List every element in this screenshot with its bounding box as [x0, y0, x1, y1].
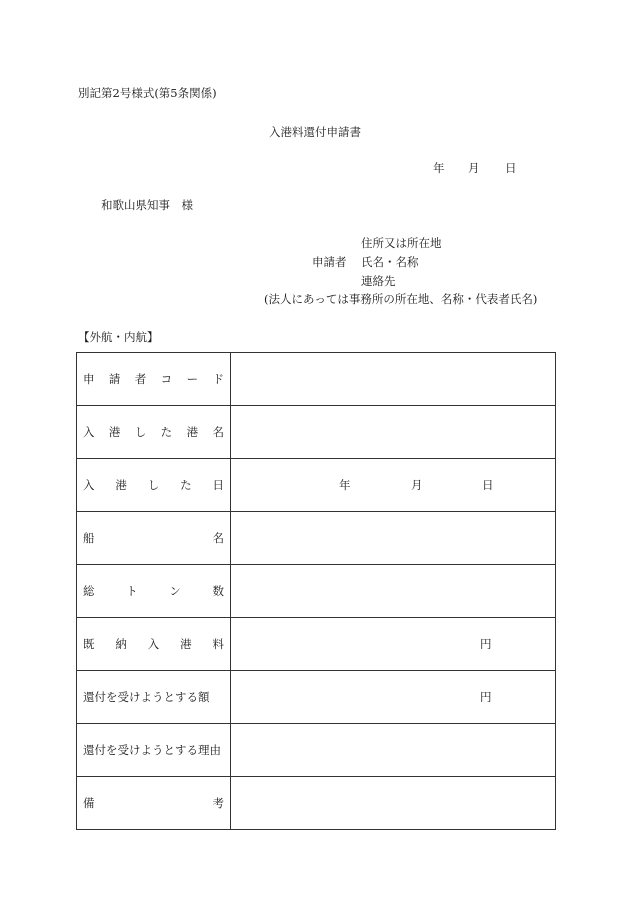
row-label-chars [77, 459, 230, 511]
row-label [77, 459, 231, 512]
row-label-char: 既 [83, 637, 95, 651]
row-label-char: た [160, 425, 173, 439]
row-label-char: 港 [186, 425, 199, 439]
row-label-char: 者 [134, 372, 147, 386]
row-value-area [231, 512, 555, 564]
form-row [77, 406, 556, 459]
form-row [77, 565, 556, 618]
date-year-label: 年 [339, 478, 351, 492]
corporation-note: (法人にあっては事務所の所在地、名称・代表者氏名) [264, 292, 538, 306]
row-value-field[interactable] [231, 406, 556, 459]
row-label-char: 考 [212, 796, 224, 810]
applicant-address-label: 住所又は所在地 [361, 236, 442, 250]
row-label-chars [77, 406, 230, 458]
addressee: 和歌山県知事 様 [101, 198, 193, 212]
row-label [77, 512, 231, 565]
date-month-label: 月 [411, 478, 423, 492]
row-label-char: し [147, 478, 160, 492]
row-label [77, 777, 231, 830]
row-label-char: 船 [83, 531, 95, 545]
row-label-char: 日 [212, 478, 224, 492]
row-label-text: 還付を受けようとする理由 [83, 743, 221, 757]
row-label-chars [77, 618, 230, 670]
row-label-char: 請 [108, 372, 121, 386]
date-day-label: 日 [482, 478, 494, 492]
row-label-char: 数 [212, 584, 224, 598]
row-label-char: ー [186, 372, 199, 386]
row-value-field[interactable] [231, 512, 556, 565]
row-label-char: し [134, 425, 147, 439]
row-label-char: ド [212, 372, 224, 386]
row-label-char: コ [160, 372, 173, 386]
form-row [77, 777, 556, 830]
row-value-area [231, 565, 555, 617]
form-row [77, 724, 556, 777]
row-label-chars [77, 353, 230, 405]
row-value-field[interactable] [231, 724, 556, 777]
section-label: 【外航・内航】 [78, 330, 159, 344]
yen-unit-label: 円 [480, 690, 492, 704]
form-row [77, 618, 556, 671]
row-label [77, 618, 231, 671]
row-label-char: 総 [83, 584, 95, 598]
row-label-text: 還付を受けようとする額 [83, 690, 210, 704]
row-label-char: 港 [115, 478, 127, 492]
row-value-area [231, 671, 555, 723]
form-row [77, 459, 556, 512]
date-month-label: 月 [468, 161, 480, 175]
row-value-field[interactable] [231, 671, 556, 724]
applicant-name-label: 氏名・名称 [361, 255, 419, 269]
row-label-char: 備 [83, 796, 95, 810]
row-value-field[interactable] [231, 618, 556, 671]
form-row [77, 512, 556, 565]
row-value-area [231, 353, 555, 405]
row-label-chars [77, 777, 230, 829]
row-label-char: 港 [108, 425, 121, 439]
row-value-field[interactable] [231, 777, 556, 830]
row-label [77, 565, 231, 618]
row-label-char: 入 [83, 478, 95, 492]
date-year-label: 年 [433, 161, 445, 175]
form-row [77, 671, 556, 724]
date-day-label: 日 [505, 161, 517, 175]
row-label-char: 申 [83, 372, 95, 386]
row-label [77, 353, 231, 406]
form-reference: 別記第2号様式(第5条関係) [78, 86, 217, 100]
row-label-char: 名 [212, 425, 224, 439]
row-label-char: 入 [83, 425, 95, 439]
applicant-contact-label: 連絡先 [361, 274, 396, 288]
row-label-chars [77, 512, 230, 564]
row-label [77, 406, 231, 459]
row-label-char: 名 [212, 531, 224, 545]
application-form-table [76, 352, 556, 830]
row-value-field[interactable] [231, 565, 556, 618]
row-value-field[interactable] [231, 353, 556, 406]
row-label [77, 671, 231, 724]
row-label-chars [77, 565, 230, 617]
row-value-area [231, 724, 555, 776]
row-value-area [231, 406, 555, 458]
row-value-area [231, 459, 555, 511]
form-row [77, 353, 556, 406]
applicant-label: 申請者 [312, 255, 347, 269]
row-label-char: 港 [180, 637, 192, 651]
row-label-char: ン [169, 584, 181, 598]
document-title: 入港料還付申請書 [269, 125, 361, 139]
row-label-char: 料 [212, 637, 224, 651]
yen-unit-label: 円 [480, 637, 492, 651]
row-label-char: 納 [115, 637, 127, 651]
row-label-char: ト [126, 584, 138, 598]
row-value-field[interactable] [231, 459, 556, 512]
row-label [77, 724, 231, 777]
row-value-area [231, 618, 555, 670]
row-label-char: 入 [147, 637, 160, 651]
row-label-char: た [180, 478, 192, 492]
row-value-area [231, 777, 555, 829]
